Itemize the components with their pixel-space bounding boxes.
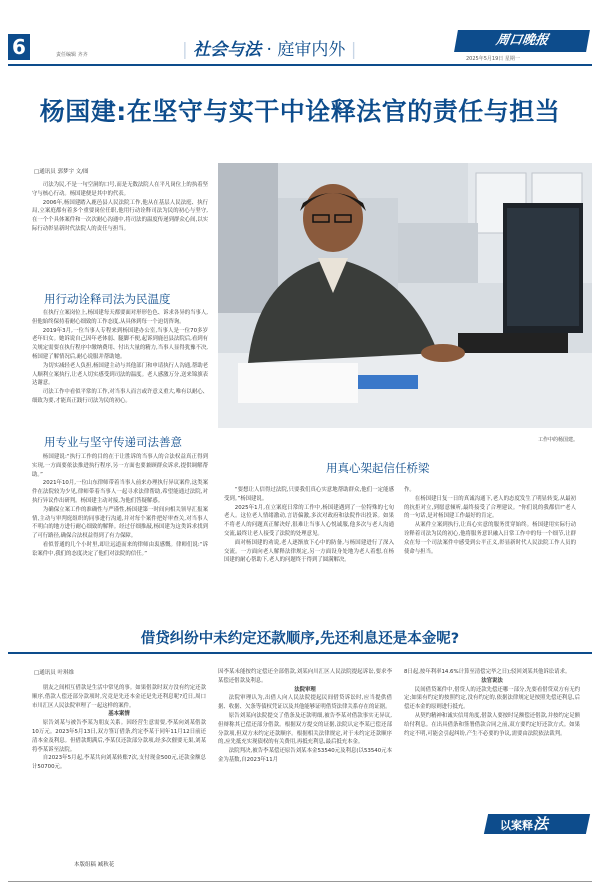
paragraph: 为切实减轻老人负担,杨国建主动与其他部门和申请执行人沟通,帮助老人顺利立案执行,让老人切实感受到司法的温度。老人感激万分,送来锦旗表达谢意。	[32, 362, 208, 387]
header-date: 2025年5月19日 星期一	[466, 56, 520, 62]
paragraph: 8日起,按年利率14.6%计算至清偿完毕之日);驳回刘某其他诉讼请求。	[404, 669, 571, 675]
paragraph: 从案件立案到执行,让真心实意的服务贯穿始终。杨国建用实际行动诠释着司法为民的初心,他将服务意识融入日常工作中的每一个细节,让群众在每一个司法案件中感受到公平正义,彰显新时代人民法院工作人员的使命与担当。	[404, 522, 576, 555]
photo-illustration	[218, 163, 592, 428]
section-title-part2: 庭审内外	[277, 40, 346, 60]
paragraph: 法院审理认为,出借人向人民法院提起民间借贷诉讼时,应当提供借据、收据、欠条等债权凭证以及其他能够证明借贷法律关系存在的证据。	[218, 695, 392, 711]
header-editor-line: 责任编辑 齐齐	[56, 52, 88, 58]
article2-col3	[404, 668, 580, 810]
paragraph: 2006年,杨国建踏入鹿邑县人民法院工作,他从在基层人民法庭、执行局,立案庭都有着多个重要岗位任职,他用行动诠释司法为民的初心与坚守,在一个个具体案件和一次次耐心沟通中,将司法的温度传递到群众心间,以实际行动彰显新时代法院人的责任与担当。	[32, 199, 208, 232]
paragraph: 自2023年5月起,李某共向刘某转账7次,支付现金500元,还款金额总计50700元。	[32, 755, 206, 771]
footer-divider	[8, 881, 592, 882]
newspaper-logo: 周口晚报	[454, 30, 590, 52]
subheading-trial: 法院审理	[294, 686, 316, 693]
photo-caption: 工作中的杨国建。	[538, 437, 579, 443]
article1-subheading-2: 用专业与坚守传递司法善意	[44, 435, 182, 449]
paragraph: 作。	[404, 487, 415, 493]
paragraph: 朋友之间相互借款是生活中常见的事。如果借款时双方没有约定还款顺序,借款人偿还部分款项时,究竟是先还本金还是先还利息呢?近日,周口市川汇区人民法院审理了一起这样的案件。	[32, 685, 206, 709]
law-column-badge	[486, 814, 588, 834]
article1-section-3-col2	[404, 486, 576, 618]
article2-col1	[32, 684, 206, 846]
paragraph: 因李某未能按约定偿还全部借款,刘某向川汇区人民法院提起诉讼,要求李某偿还借款及利息。	[218, 669, 392, 684]
paragraph: 法院判决,被告李某偿还原告刘某本金53540元及利息(以53540元本金为基数,自2023年11月	[218, 748, 392, 763]
article1-section-2	[32, 453, 208, 615]
paragraph: 2025年1月,在立案庭日常的工作中,杨国建遇到了一位特殊的七旬老人。这位老人情绪激动,言语偏激,多次对政府和法院作出投诉。如果不将老人的问题真正解决好,很难让当事人心悦诚服,他多次与老人沟通交流,最终让老人接受了法院的处理意见。	[224, 504, 394, 537]
paragraph: 原告刘某与被告李某为朋友关系。因经营生意需要,李某向刘某借款10万元。2023年5月13日,双方签订借条,约定李某于同年11月12日前还清本金及利息。但借款期满后,李某仅还款部分款项,经多次催要无果,刘某将李某诉至法院。	[32, 720, 206, 753]
section-title-part1: 社会与法	[193, 40, 262, 60]
paragraph: 民间借贷案件中,借贷人的还款先偿还哪一部分,先要看借贷双方有无约定;如果有约定的按照约定,没有约定的,依据法律规定是按照先偿还利息,后偿还本金的原则进行抵充。	[404, 686, 580, 711]
article1-section-1	[32, 309, 208, 427]
article1-photo	[218, 163, 592, 428]
paragraph: 2019年3月,一位当事人专程来到杨国建办公室,当事人是一位70多岁老年妇女。她诉说自己因年老体弱、腿脚不便,起诉到鹿邑县法院后,看到有关规定需要在执行程序中缴纳费用、付出大量的精力,当事人显得犹豫不决,杨国建了解情况后,耐心说服并帮助她。	[32, 327, 208, 360]
article1-subheading-3: 用真心架起信任桥梁	[326, 461, 430, 475]
footer-editor-line: 本版组稿 臧秋花	[74, 862, 115, 868]
page-number: 6	[8, 34, 30, 60]
article1-subheading-1: 用行动诠释司法为民温度	[44, 292, 171, 306]
paragraph: 在执行立案岗位上,杨国建每天都要面对形形色色、诉求各异的当事人,但他始终保持着耐心细致的工作态度,从具体到每一个迫切咨询。	[32, 310, 208, 325]
article1-intro	[32, 181, 208, 234]
article-divider	[8, 652, 592, 654]
paragraph: 司法工作中看似平常的工作,对当事人而言或许意义重大,唯有以耐心、细致为要,才能真正践行司法为民的初心。	[32, 389, 208, 404]
paragraph: 杨国建说:“执行工作的目的在于让胜诉的当事人的合法权益真正得到实现,一方面要依法推进执行程序,另一方面也要兼顾群众诉求,提供调解帮助。”	[32, 454, 208, 478]
paragraph: 司法为民,不是一句空洞的口号,而是无数法院人在平凡岗位上的执着坚守与核心行动。杨国建便是其中的代表。	[32, 182, 208, 197]
paragraph: 2021年10月,一位山东律师带着当事人前来办理执行异议案件,这类案件在法院较为少见,律师带着当事人一起寻求法律帮助,希望能通过法院,对执行异议作出研判。杨国建主动对接,为他们答疑解惑。	[32, 480, 208, 504]
article2-title: 借贷纠纷中未约定还款顺序,先还利息还是本金呢?	[140, 631, 460, 647]
paragraph: 原告刘某向法院提交了借条及还款明细,被告李某对借款事实无异议,但辩称其已偿还部分借款。根据双方提交的证据,法院认定李某已偿还部分款项,但双方未约定还款顺序。根据相关法律规定,对于未约定还款顺序的,应先抵充实现债权的有关费用,再抵充利息,最后抵充本金。	[218, 712, 392, 746]
paragraph: “要想让人信得过法院,只要我们真心实意地帮助群众,他们一定能感受到。”杨国建说。	[224, 487, 394, 502]
subheading-case: 基本案情	[108, 711, 130, 718]
header-divider	[8, 64, 592, 66]
article1-byline: □通讯员 郭梦宇 文/图	[34, 169, 89, 175]
paragraph: 面对杨国建的劝说,老人逐渐放下心中的防备,与杨国建进行了深入交流。一方面向老人解释法律规定,另一方面设身处地为老人着想,在杨国建的耐心帮助下,老人的问题终于得到了圆满解决。	[224, 539, 394, 564]
paragraph: 从契约精神和诚实信用角度,借款人要按时足额偿还借款,并按约定足额给付利息。在出具借条和签署借款合同之前,双方要约定好还款方式。如果约定不明,可能会引起纠纷,产生不必要的争议,需要由法院依法裁判。	[404, 712, 580, 737]
article2-col2	[218, 668, 392, 846]
section-title: | 社会与法 · 庭审内外 |	[182, 40, 357, 60]
article1-section-3-col1	[224, 486, 394, 618]
subheading-judge: 法官说法	[481, 677, 503, 684]
article1-title: 杨国建:在坚守与实干中诠释法官的责任与担当	[39, 97, 561, 126]
paragraph: 在杨国建日复一日的真诚沟通下,老人的态度发生了明显转变,从最初的抗拒对立,到愿意倾听,最终接受了合理建议。“你们说的我都信!”老人的一句话,是对杨国建工作最好的肯定。	[404, 495, 576, 520]
paragraph: 为确保立案工作的准确性与严谨性,杨国建第一时间向相关领导汇报案情,主动与审判庭组织的同事进行沟通,并对每个案件把好审查关,对当事人不明白的地方进行耐心细致的解释。经过仔细推敲,杨国建为这类诉求找到了可行路径,确保合法权益得到了有力保障。	[32, 506, 208, 540]
article2-byline: □通讯员 叶琪维	[34, 670, 74, 676]
badge-prefix: 以案释	[500, 819, 533, 832]
paragraph: 看似普通的几个小时里,却让远道而来的律师由衷感慨。律师们说:“诉讼案件中,我们的态度决定了他们对法院的信任。”	[32, 541, 208, 557]
badge-char: 法	[533, 815, 549, 833]
